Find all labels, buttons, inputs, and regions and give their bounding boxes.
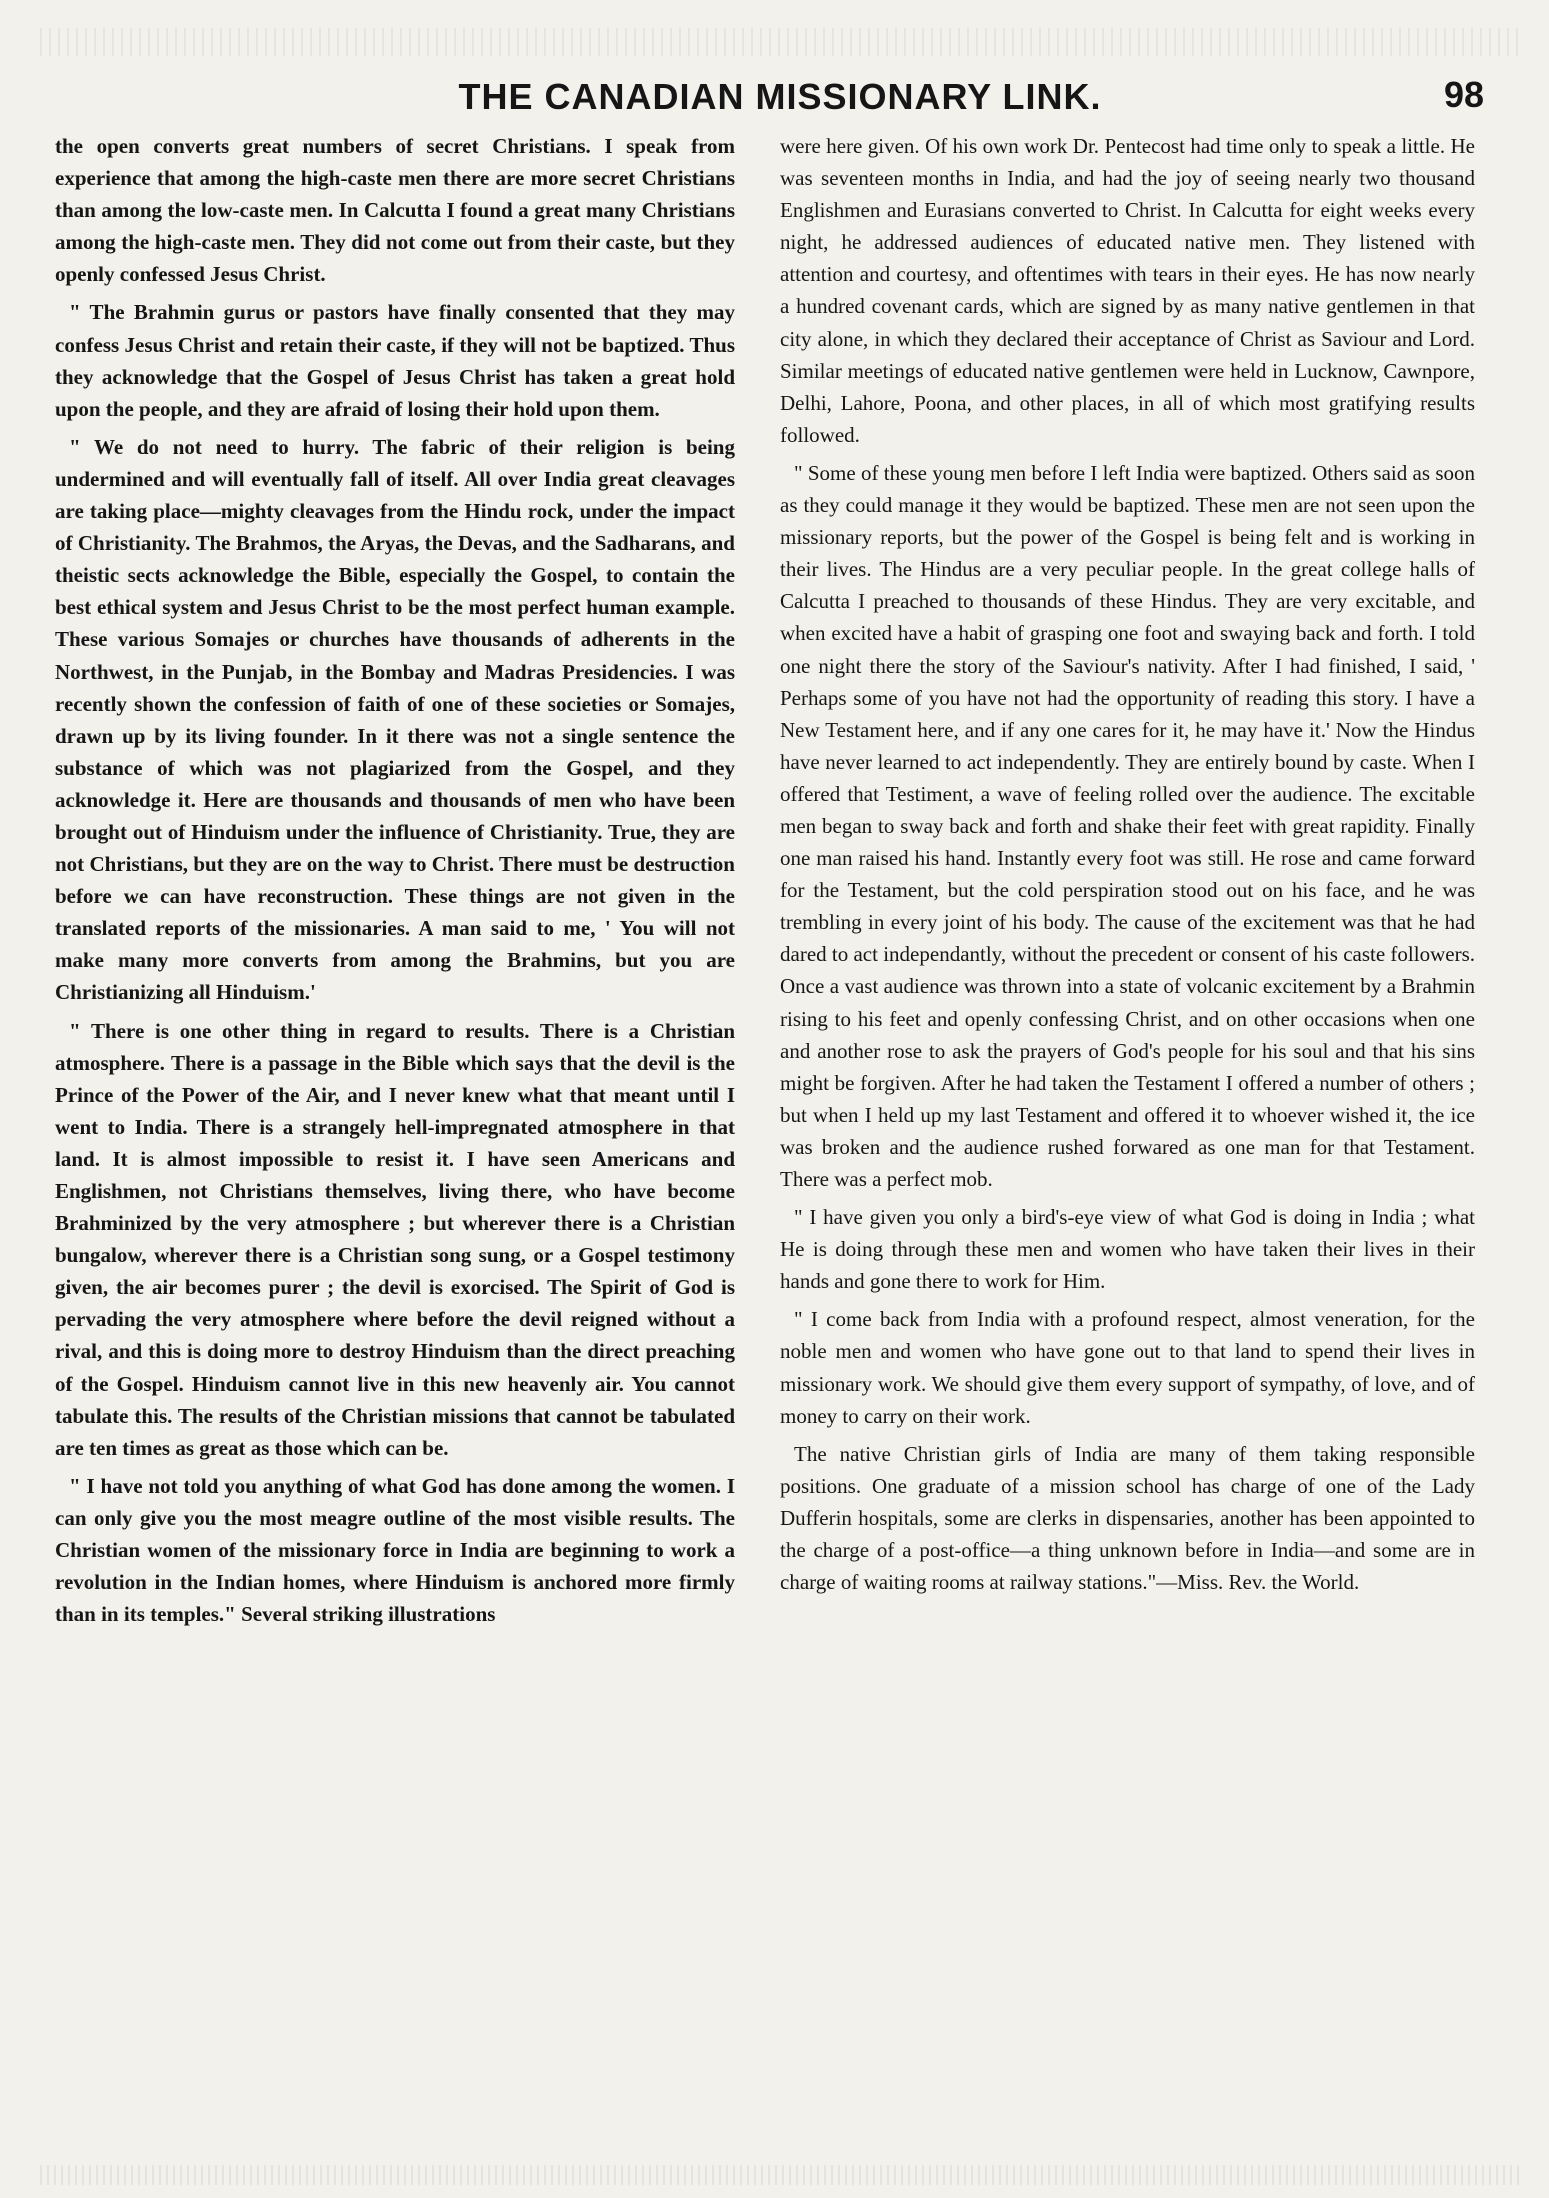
paragraph: " Some of these young men before I left India were baptized. Others said as soon as they could manage it they would be baptized. These men are not seen upon the missionary reports, but the power of the Gospel is being felt and is working in their lives. The Hindus are a very peculiar people. In the great college halls of Calcutta I preached to thousands of these Hindus. They are very excitable, and when excited have a habit of grasping one foot and swaying back and forth. I told one night there the story of the Saviour's nativity. After I had finished, I said, ' Perhaps some of you have not had the opportunity of reading this story. I have a New Testament here, and if any one cares for it, he may have it.' Now the Hindus have never learned to act independently. They are entirely bound by caste. When I offered that Testiment, a wave of feeling rolled over the audience. The excitable men began to sway back and forth and shake their feet with great rapidity. Finally one man raised his hand. Instantly every foot was still. He rose and came forward for the Testament, but the cold perspiration stood out on his face, and he was trembling in every joint of his body. The cause of the excitement was that he had dared to act independantly, without the precedent or consent of his caste followers. Once a vast audience was thrown into a state of volcanic excitement by a Brahmin rising to his feet and openly confessing Christ, and on other occasions when one and another rose to ask the prayers of God's people for his soul and that his sins might be forgiven. After he had taken the Testament I offered a number of others ; but when I held up my last Testament and offered it to whoever wished it, the ice was broken and the audience rushed forwared as one man for that Testament. There was a perfect mob.: [780, 460, 1475, 1191]
page-header: [40, 72, 1520, 124]
right-column: [780, 130, 1475, 2150]
paragraph: " I come back from India with a profound respect, almost veneration, for the noble men and women who have gone out to that land to spend their lives in missionary work. We should give them every support of sympathy, of love, and of money to carry on their work.: [780, 1307, 1475, 1428]
publication-title: THE CANADIAN MISSIONARY LINK.: [458, 76, 1102, 117]
paragraph: " I have not told you anything of what God has done among the women. I can only give you the most meagre outline of the most visible results. The Christian women of the missionary force in India are beginning to work a revolution in the Indian homes, where Hinduism is anchored more firmly than in its temples." Several striking illustrations: [55, 1473, 735, 1627]
paragraph: were here given. Of his own work Dr. Pentecost had time only to speak a little. He was seventeen months in India, and had the joy of seeing nearly two thousand Englishmen and Eurasians converted to Christ. In Calcutta for eight weeks every night, he addressed audiences of educated native men. They listened with attention and courtesy, and oftentimes with tears in their eyes. He has now nearly a hundred covenant cards, which are signed by as many native gentlemen in that city alone, in which they declared their acceptance of Christ as Saviour and Lord. Similar meetings of educated native gentlemen were held in Lucknow, Cawnpore, Delhi, Lahore, Poona, and other places, in all of which most gratifying results followed.: [780, 134, 1475, 447]
print-noise-bottom: [40, 2165, 1520, 2185]
paragraph: " We do not need to hurry. The fabric of their religion is being undermined and will eventually fall of itself. All over India great cleavages are taking place—mighty cleavages from the Hindu rock, under the impact of Christianity. The Brahmos, the Aryas, the Devas, and the Sadharans, and theistic sects acknowledge the Bible, especially the Gospel, to contain the best ethical system and Jesus Christ to be the most perfect human example. These various Somajes or churches have thousands of adherents in the Northwest, in the Punjab, in the Bombay and Madras Presidencies. I was recently shown the confession of faith of one of these societies or Somajes, drawn up by its living founder. In it there was not a single sentence the substance of which was not plagiarized from the Gospel, and they acknowledge it. Here are thousands and thousands of men who have been brought out of Hinduism under the influence of Christianity. True, they are not Christians, but they are on the way to Christ. There must be destruction before we can have reconstruction. These things are not given in the translated reports of the missionaries. A man said to me, ' You will not make many more converts from among the Brahmins, but you are Christianizing all Hinduism.': [55, 434, 735, 1005]
paragraph: " I have given you only a bird's-eye view of what God is doing in India ; what He is doing through these men and women who have taken their lives in their hands and gone there to work for Him.: [780, 1205, 1475, 1294]
page-number: 98: [1443, 74, 1484, 115]
paragraph: " There is one other thing in regard to results. There is a Christian atmosphere. There is a passage in the Bible which says that the devil is the Prince of the Power of the Air, and I never knew what that meant until I went to India. There is a strangely hell-impregnated atmosphere in that land. It is almost impossible to resist it. I have seen Americans and Englishmen, not Christians themselves, living there, who have become Brahminized by the very atmosphere ; but wherever there is a Christian bungalow, wherever there is a Christian song sung, or a Gospel testimony given, the air becomes purer ; the devil is exorcised. The Spirit of God is pervading the very atmosphere where before the devil reigned without a rival, and this is doing more to destroy Hinduism than the direct preaching of the Gospel. Hinduism cannot live in this new heavenly air. You cannot tabulate this. The results of the Christian missions that cannot be tabulated are ten times as great as those which can be.: [55, 1018, 735, 1460]
left-column: [55, 130, 735, 2150]
print-noise-top: [40, 28, 1520, 56]
paragraph: the open converts great numbers of secret Christians. I speak from experience that among the high-caste men there are more secret Christians than among the low-caste men. In Calcutta I found a great many Christians among the high-caste men. They did not come out from their caste, but they openly confessed Jesus Christ.: [55, 134, 735, 287]
paragraph: " The Brahmin gurus or pastors have finally consented that they may confess Jesus Christ and retain their caste, if they will not be baptized. Thus they acknowledge that the Gospel of Jesus Christ has taken a great hold upon the people, and they are afraid of losing their hold upon them.: [55, 300, 735, 421]
paragraph: The native Christian girls of India are many of them taking responsible positions. One graduate of a mission school has charge of one of the Lady Dufferin hospitals, some are clerks in dispensaries, another has been appointed to the charge of a post-office—a thing unknown before in India—and some are in charge of waiting rooms at railway stations."—Miss. Rev. the World.: [780, 1441, 1475, 1595]
